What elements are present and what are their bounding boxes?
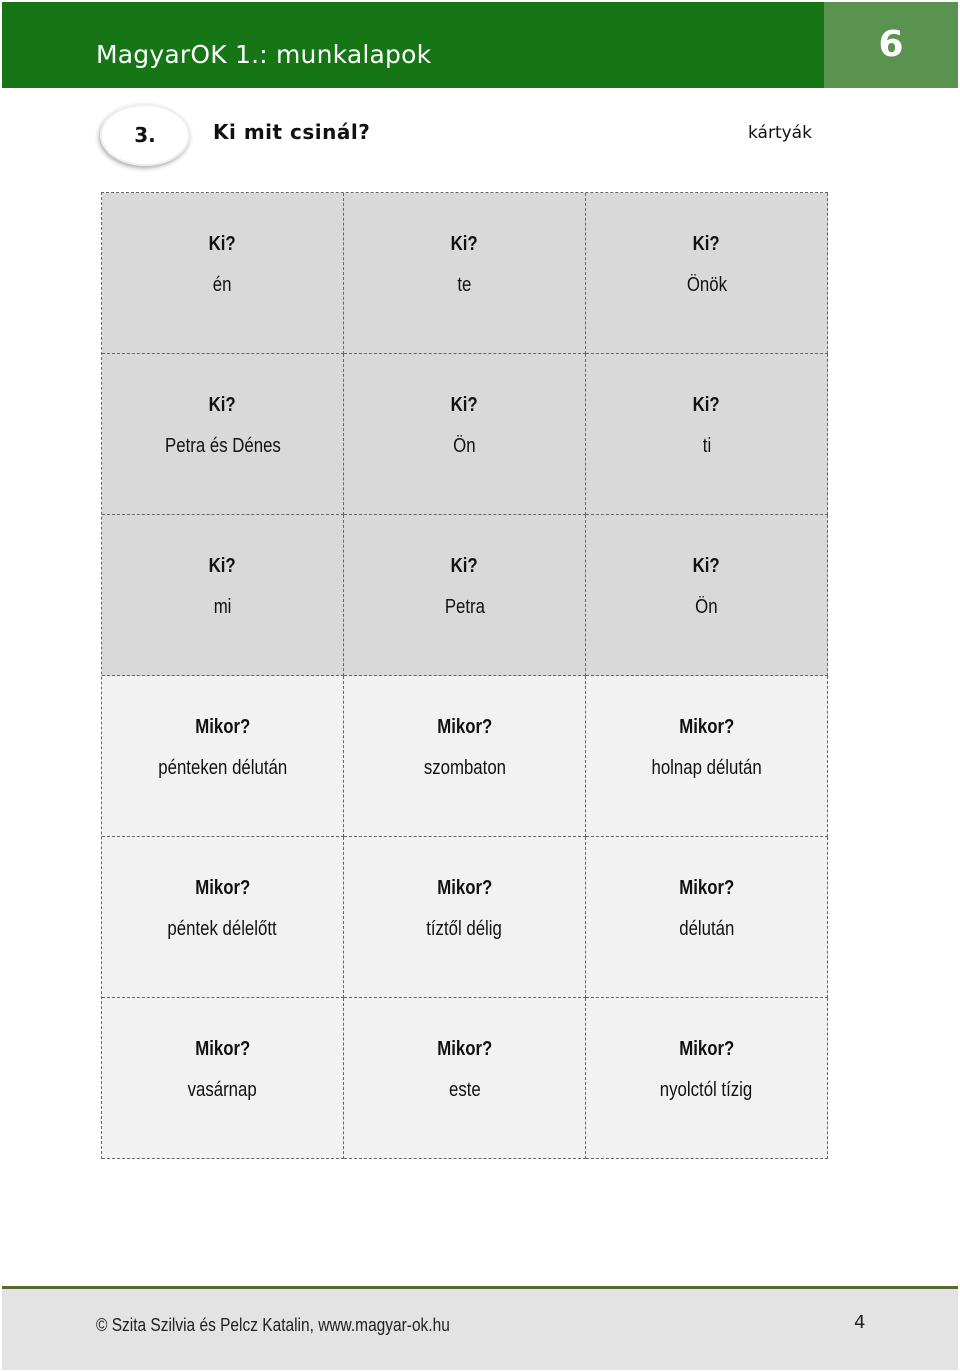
card-grid [101, 192, 828, 1159]
card-ki [586, 193, 828, 354]
card-answer: te [457, 274, 472, 296]
footer-bar [2, 1289, 958, 1370]
card-answer: vasárnap [187, 1079, 258, 1101]
card-question: Ki? [692, 394, 721, 416]
card-answer: Petra és Dénes [164, 435, 281, 457]
card-answer: tíztől délig [426, 918, 503, 940]
card-question: Mikor? [678, 716, 735, 738]
card-ki [344, 354, 586, 515]
card-answer: nyolctól tízig [660, 1079, 753, 1101]
card-answer: délután [678, 918, 735, 940]
card-mikor [102, 837, 344, 998]
card-question: Mikor? [194, 716, 251, 738]
card-question: Mikor? [436, 877, 493, 899]
card-question: Mikor? [678, 1038, 735, 1060]
worksheet-title: MagyarOK 1.: munkalapok [96, 40, 432, 69]
card-answer: Ön [453, 435, 476, 457]
card-question: Ki? [208, 394, 237, 416]
card-ki [344, 193, 586, 354]
card-mikor [102, 998, 344, 1159]
card-ki [344, 515, 586, 676]
card-question: Ki? [208, 555, 237, 577]
card-ki [102, 354, 344, 515]
card-question: Mikor? [436, 1038, 493, 1060]
exercise-type: kártyák [748, 123, 812, 143]
card-question: Mikor? [436, 716, 493, 738]
card-question: Mikor? [194, 1038, 251, 1060]
card-answer: este [448, 1079, 481, 1101]
card-answer: ti [702, 435, 711, 457]
card-answer: én [213, 274, 232, 296]
card-mikor [102, 676, 344, 837]
card-question: Ki? [450, 394, 479, 416]
card-mikor [344, 998, 586, 1159]
card-question: Ki? [450, 555, 479, 577]
page-number: 4 [854, 1312, 866, 1333]
card-answer: mi [213, 596, 232, 618]
exercise-number: 3. [134, 123, 156, 147]
chapter-badge [824, 2, 958, 88]
card-answer: szombaton [423, 757, 506, 779]
card-mikor [586, 837, 828, 998]
card-question: Mikor? [194, 877, 251, 899]
card-answer: holnap délután [651, 757, 762, 779]
card-mikor [586, 998, 828, 1159]
card-answer: pénteken délután [158, 757, 287, 779]
copyright-text: © Szita Szilvia és Pelcz Katalin, www.magyar-ok.hu [96, 1315, 450, 1335]
card-question: Ki? [692, 233, 721, 255]
card-ki [586, 515, 828, 676]
card-mikor [344, 676, 586, 837]
card-answer: péntek délelőtt [167, 918, 278, 940]
card-question: Ki? [692, 555, 721, 577]
header-bar [2, 2, 958, 88]
card-ki [102, 193, 344, 354]
card-answer: Ön [695, 596, 718, 618]
exercise-title: Ki mit csinál? [213, 120, 371, 144]
card-question: Ki? [208, 233, 237, 255]
card-question: Mikor? [678, 877, 735, 899]
card-answer: Petra [444, 596, 485, 618]
exercise-number-badge [100, 104, 190, 166]
card-mikor [344, 837, 586, 998]
chapter-number: 6 [878, 24, 904, 65]
card-ki [102, 515, 344, 676]
card-question: Ki? [450, 233, 479, 255]
card-answer: Önök [686, 274, 727, 296]
card-ki [586, 354, 828, 515]
card-mikor [586, 676, 828, 837]
